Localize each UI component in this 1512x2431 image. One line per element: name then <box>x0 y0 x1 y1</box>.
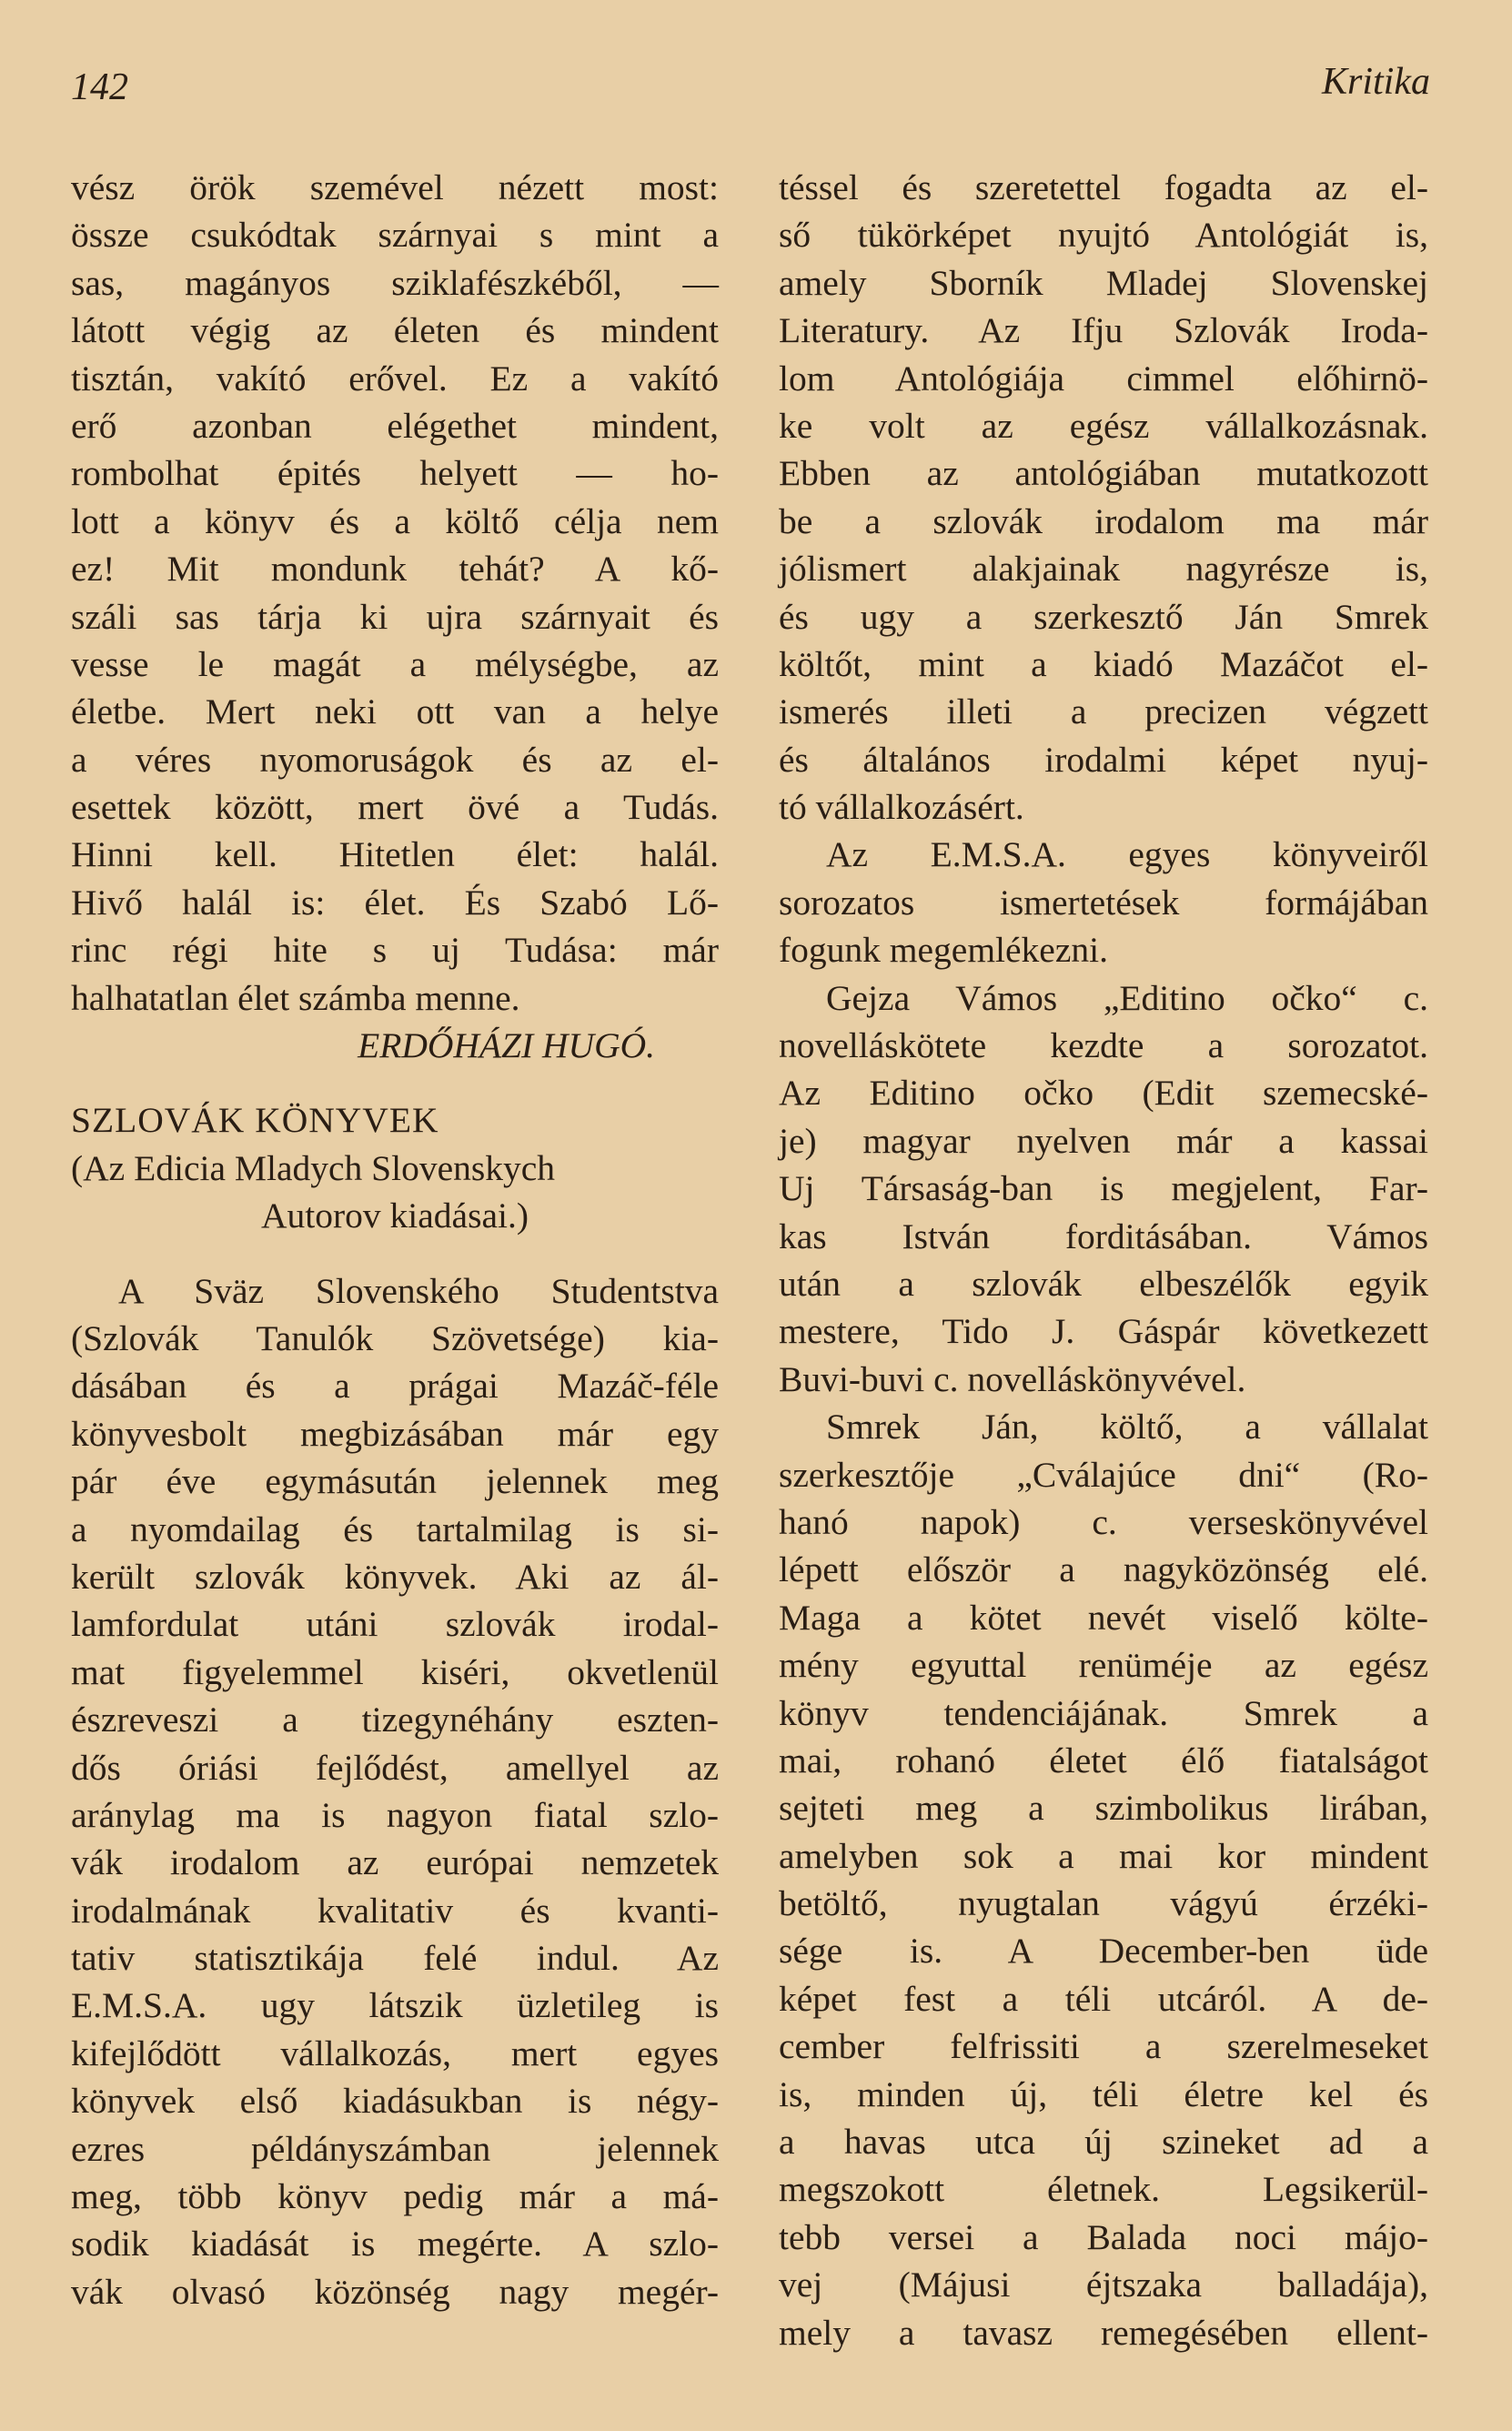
text-line: képet fest a téli utcáról. A de- <box>779 1978 1428 2019</box>
text-line: lom Antológiája cimmel előhirnö- <box>779 358 1428 398</box>
text-line: esettek között, mert övé a Tudás. <box>71 787 719 828</box>
text-line: vej (Májusi éjtszaka balladája), <box>779 2265 1428 2305</box>
text-line: a havas utca új szineket ad a <box>779 2122 1428 2163</box>
text-line: fogunk megemlékezni. <box>779 930 1108 971</box>
text-line: Maga a kötet nevét viselő költe- <box>779 1597 1428 1638</box>
text-line: Ebben az antológiában mutatkozott <box>779 453 1428 494</box>
text-line: je) magyar nyelven már a kassai <box>779 1120 1428 1161</box>
text-line: ezres példányszámban jelennek <box>71 2128 719 2169</box>
text-line: mely a tavasz remegésében ellent- <box>779 2312 1428 2353</box>
text-line: Gejza Vámos „Editino očko“ c. <box>826 977 1428 1018</box>
text-line: rinc régi hite s uj Tudása: már <box>71 930 719 971</box>
text-line: vesse le magát a mélységbe, az <box>71 643 719 684</box>
text-line: után a szlovák elbeszélők egyik <box>779 1263 1428 1304</box>
text-line: Hinni kell. Hitetlen élet: halál. <box>71 834 719 875</box>
text-line: vák olvasó közönség nagy megér- <box>71 2271 719 2312</box>
running-title: Kritika <box>1321 61 1430 103</box>
text-line: vész örök szemével nézett most: <box>71 167 719 207</box>
text-line: mai, rohanó életet élő fiatalságot <box>779 1740 1428 1780</box>
text-line: novelláskötete kezdte a sorozatot. <box>779 1025 1428 1066</box>
text-line: tó vállalkozásért. <box>779 787 1024 828</box>
page-number: 142 <box>71 66 128 108</box>
text-line: észreveszi a tizegynéhány eszten- <box>71 1700 719 1740</box>
text-line: be a szlovák irodalom ma már <box>779 500 1428 541</box>
section-spacer <box>71 1240 719 1267</box>
section-subheading: Autorov kiadásai.) <box>261 1195 529 1236</box>
text-line: A Sväz Slovenského Studentstva <box>118 1270 719 1311</box>
text-line: irodalmának kvalitativ és kvanti- <box>71 1890 719 1931</box>
text-line: téssel és szeretettel fogadta az el- <box>779 167 1428 207</box>
text-line: hanó napok) c. verseskönyvével <box>779 1501 1428 1542</box>
text-line: dásában és a prágai Mazáč-féle <box>71 1366 719 1407</box>
text-line: kas István forditásában. Vámos <box>779 1216 1428 1256</box>
text-line: a nyomdailag és tartalmilag is si- <box>71 1508 719 1549</box>
text-line: száli sas tárja ki ujra szárnyait és <box>71 596 719 637</box>
text-line: amelyben sok a mai kor mindent <box>779 1835 1428 1876</box>
text-line: könyv tendenciájának. Smrek a <box>779 1692 1428 1733</box>
text-line: a véres nyomoruságok és az el- <box>71 739 719 780</box>
left-column <box>71 164 719 2315</box>
text-line: pár éve egymásután jelennek meg <box>71 1461 719 1502</box>
text-line: lamfordulat utáni szlovák irodal- <box>71 1604 719 1645</box>
right-column <box>779 164 1428 2356</box>
text-line: cember felfrissiti a szerelmeseket <box>779 2026 1428 2067</box>
text-line: erő azonban elégethet mindent, <box>71 405 719 446</box>
text-line: mény egyuttal renüméje az egész <box>779 1645 1428 1686</box>
text-line: sorozatos ismertetések formájában <box>779 882 1428 923</box>
author-signature: ERDŐHÁZI HUGÓ. <box>358 1025 655 1066</box>
text-line: sejteti meg a szimbolikus lirában, <box>779 1788 1428 1829</box>
text-line: E.M.S.A. ugy látszik üzletileg is <box>71 1985 719 2026</box>
text-line: Uj Társaság-ban is megjelent, Far- <box>779 1168 1428 1209</box>
text-line: ismerés illeti a precizen végzett <box>779 691 1428 732</box>
text-line: össze csukódtak szárnyai s mint a <box>71 215 719 256</box>
text-line: Buvi-buvi c. novelláskönyvével. <box>779 1358 1246 1399</box>
text-line: vák irodalom az európai nemzetek <box>71 1842 719 1883</box>
text-line: Az Editino očko (Edit szemecské- <box>779 1073 1428 1114</box>
section-subheading: (Az Edicia Mladych Slovenskych <box>71 1147 556 1188</box>
text-line: és általános irodalmi képet nyuj- <box>779 739 1428 780</box>
text-line: betöltő, nyugtalan vágyú érzéki- <box>779 1883 1428 1924</box>
text-line: életbe. Mert neki ott van a helye <box>71 691 719 732</box>
text-line: ke volt az egész vállalkozásnak. <box>779 405 1428 446</box>
text-line: mat figyelemmel kiséri, okvetlenül <box>71 1651 719 1692</box>
text-line: mestere, Tido J. Gáspár következett <box>779 1311 1428 1352</box>
text-line: sége is. A December-ben üde <box>779 1931 1428 1972</box>
text-line: ső tükörképet nyujtó Antológiát is, <box>779 215 1428 256</box>
text-line: rombolhat épités helyett — ho- <box>71 453 719 494</box>
text-line: amely Sborník Mladej Slovenskej <box>779 262 1428 303</box>
text-line: és ugy a szerkesztő Ján Smrek <box>779 596 1428 637</box>
text-line: könyvek első kiadásukban is négy- <box>71 2081 719 2122</box>
text-line: Smrek Ján, költő, a vállalat <box>826 1407 1428 1448</box>
text-line: tisztán, vakító erővel. Ez a vakító <box>71 358 719 398</box>
section-heading: SZLOVÁK KÖNYVEK <box>71 1100 439 1141</box>
text-line: könyvesbolt megbizásában már egy <box>71 1413 719 1454</box>
text-line: (Szlovák Tanulók Szövetsége) kia- <box>71 1317 719 1358</box>
text-line: is, minden új, téli életre kel és <box>779 2073 1428 2114</box>
text-line: látott végig az életen és mindent <box>71 310 719 351</box>
text-line: Literatury. Az Ifju Szlovák Iroda- <box>779 310 1428 351</box>
text-line: szerkesztője „Cválajúce dni“ (Ro- <box>779 1454 1428 1495</box>
text-line: sodik kiadását is megérte. A szlo- <box>71 2224 719 2265</box>
text-line: dős óriási fejlődést, amellyel az <box>71 1747 719 1788</box>
text-line: tebb versei a Balada noci májo- <box>779 2216 1428 2257</box>
text-line: jólismert alakjainak nagyrésze is, <box>779 549 1428 590</box>
text-line: tativ statisztikája felé indul. Az <box>71 1938 719 1979</box>
text-line: megszokott életnek. Legsikerül- <box>779 2169 1428 2210</box>
text-line: Az E.M.S.A. egyes könyveiről <box>826 834 1428 875</box>
text-line: aránylag ma is nagyon fiatal szlo- <box>71 1794 719 1835</box>
text-line: lott a könyv és a költő célja nem <box>71 500 719 541</box>
text-line: Hivő halál is: élet. És Szabó Lő- <box>71 882 719 923</box>
text-line: kifejlődött vállalkozás, mert egyes <box>71 2033 719 2073</box>
section-spacer <box>71 1069 719 1096</box>
text-line: sas, magányos sziklafészkéből, — <box>71 262 719 303</box>
text-line: ez! Mit mondunk tehát? A kő- <box>71 549 719 590</box>
text-line: lépett először a nagyközönség elé. <box>779 1549 1428 1590</box>
text-line: meg, több könyv pedig már a má- <box>71 2176 719 2217</box>
text-line: költőt, mint a kiadó Mazáčot el- <box>779 643 1428 684</box>
text-line: halhatatlan élet számba menne. <box>71 977 520 1018</box>
text-line: került szlovák könyvek. Aki az ál- <box>71 1556 719 1597</box>
